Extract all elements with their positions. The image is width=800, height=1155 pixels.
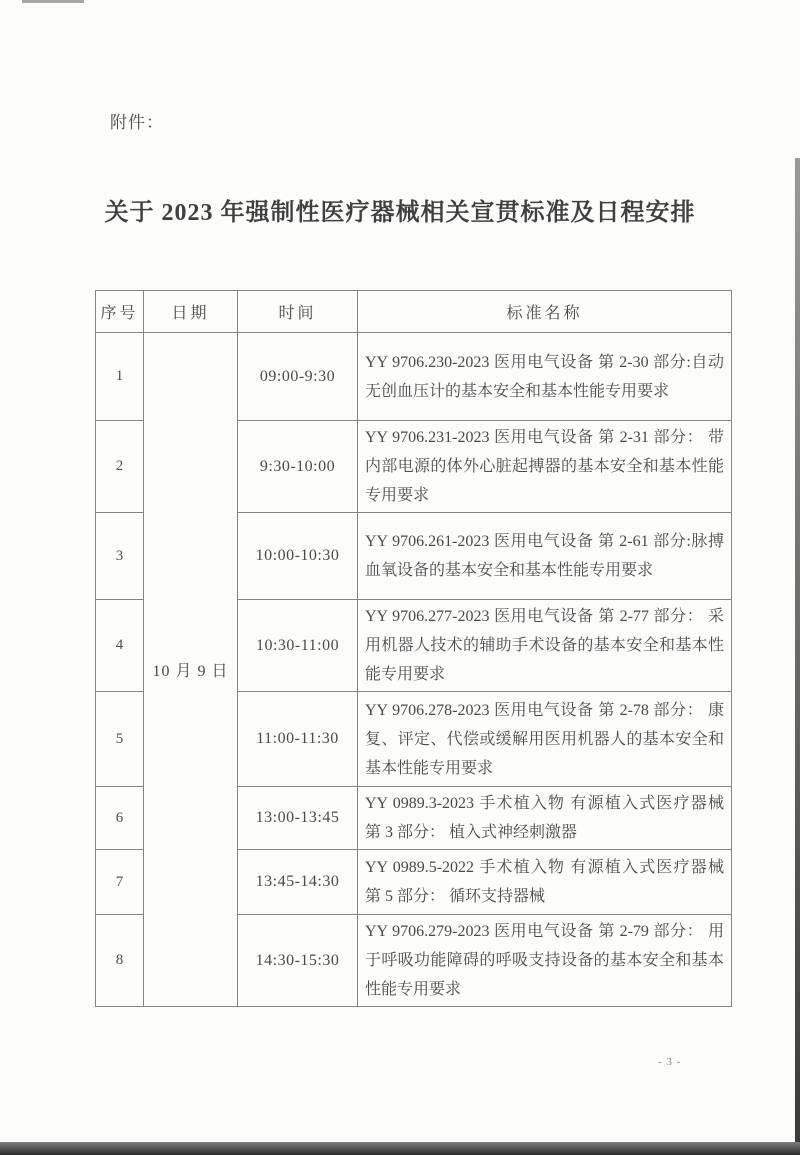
table-header-row bbox=[96, 291, 732, 333]
scan-shadow-bottom-edge bbox=[0, 1142, 800, 1155]
standard-name-cell: YY 0989.5-2022 手术植入物 有源植入式医疗器械 第 5 部分： 循环支持器械 bbox=[358, 850, 732, 915]
time-cell: 13:00-13:45 bbox=[238, 787, 358, 850]
page-title: 关于 2023 年强制性医疗器械相关宣贯标准及日程安排 bbox=[104, 200, 696, 226]
column-header-name: 标准名称 bbox=[358, 291, 732, 333]
scan-shadow-right-edge bbox=[795, 158, 800, 1142]
standard-name-cell: YY 9706.279-2023 医用电气设备 第 2-79 部分： 用于呼吸功能障碍的呼吸支持设备的基本安全和基本性能专用要求 bbox=[358, 915, 732, 1007]
seq-cell: 4 bbox=[96, 600, 144, 692]
standard-name-cell: YY 9706.231-2023 医用电气设备 第 2-31 部分： 带内部电源的体外心脏起搏器的基本安全和基本性能专用要求 bbox=[358, 421, 732, 513]
time-cell: 9:30-10:00 bbox=[238, 421, 358, 513]
seq-cell: 6 bbox=[96, 787, 144, 850]
time-cell: 11:00-11:30 bbox=[238, 692, 358, 787]
time-cell: 10:30-11:00 bbox=[238, 600, 358, 692]
seq-cell: 1 bbox=[96, 333, 144, 421]
column-header-date: 日期 bbox=[144, 291, 238, 333]
schedule-table bbox=[95, 290, 732, 1007]
column-header-seq: 序号 bbox=[96, 291, 144, 333]
seq-cell: 5 bbox=[96, 692, 144, 787]
standard-name-cell: YY 9706.261-2023 医用电气设备 第 2-61 部分:脉搏血氧设备的基本安全和基本性能专用要求 bbox=[358, 513, 732, 600]
time-cell: 10:00-10:30 bbox=[238, 513, 358, 600]
column-header-time: 时间 bbox=[238, 291, 358, 333]
date-cell: 10 月 9 日 bbox=[144, 333, 238, 1007]
time-cell: 09:00-9:30 bbox=[238, 333, 358, 421]
scan-artifact-top-edge bbox=[22, 0, 84, 3]
time-cell: 14:30-15:30 bbox=[238, 915, 358, 1007]
table-row bbox=[96, 333, 732, 421]
seq-cell: 8 bbox=[96, 915, 144, 1007]
page-number: - 3 - bbox=[658, 1056, 682, 1068]
seq-cell: 7 bbox=[96, 850, 144, 915]
seq-cell: 3 bbox=[96, 513, 144, 600]
standard-name-cell: YY 9706.230-2023 医用电气设备 第 2-30 部分:自动无创血压计的基本安全和基本性能专用要求 bbox=[358, 333, 732, 421]
time-cell: 13:45-14:30 bbox=[238, 850, 358, 915]
standard-name-cell: YY 9706.277-2023 医用电气设备 第 2-77 部分： 采用机器人技术的辅助手术设备的基本安全和基本性能专用要求 bbox=[358, 600, 732, 692]
standard-name-cell: YY 9706.278-2023 医用电气设备 第 2-78 部分： 康复、评定、代偿或缓解用医用机器人的基本安全和基本性能专用要求 bbox=[358, 692, 732, 787]
standard-name-cell: YY 0989.3-2023 手术植入物 有源植入式医疗器械 第 3 部分： 植入式神经刺激器 bbox=[358, 787, 732, 850]
attachment-label: 附件： bbox=[110, 113, 164, 132]
seq-cell: 2 bbox=[96, 421, 144, 513]
